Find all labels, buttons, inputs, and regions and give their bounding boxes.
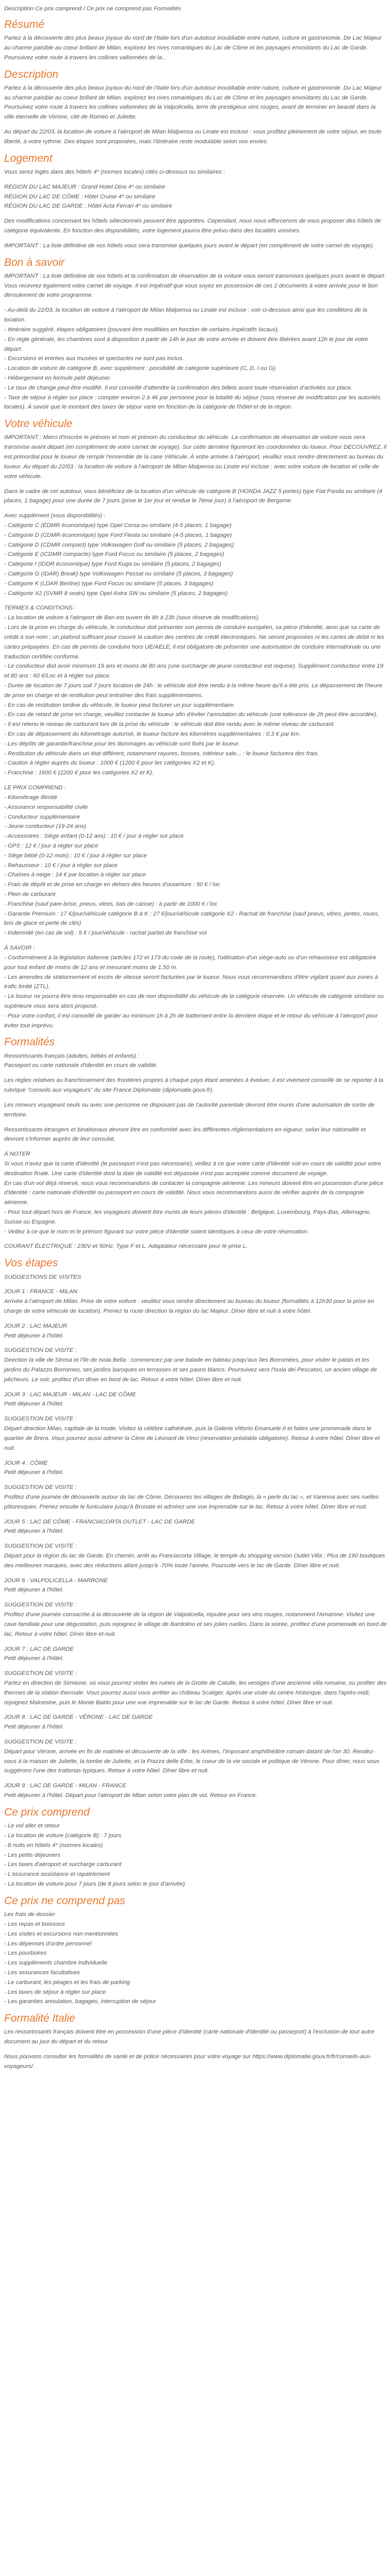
section-paragraph: JOUR 8 : LAC DE GARDE - VÉRONE - LAC DE GARDE Petit déjeuner à l'hôtel. <box>4 1714 153 1731</box>
section-paragraph: COURANT ÉLECTRIQUE : 230V et 50Hz. Type F et L. Adaptateur nécessaire pour le prise L. <box>4 1243 248 1250</box>
section-paragraph: SUGGESTION DE VISITE : Direction la ville de Stresa et l'île de Isola Bella : commencez par une balade en bateau jusqu'aux îles Borromées, pour visiter le palais et les jardins du Palazzo Borromeo, ses jardins baroques en terrasses et ses paons blancs. Poursuivez vers l'Isola dei Pescatori, un ancien village de pêcheurs. Le soir, profitez d'un dîner en bord de lac. Retour à votre hôtel. Dîner libre et nuit. <box>4 1347 377 1383</box>
section-title: Résumé <box>4 18 45 30</box>
section-title: Ce prix comprend <box>4 1806 90 1818</box>
section-paragraph: JOUR 4 : CÔME Petit déjeuner à l'hôtel. <box>4 1460 64 1476</box>
section-paragraph: SUGGESTION DE VISITE : Départ direction Milan, capitale de la mode. Visitez la célèbre cathédrale, puis la Galerie Vittorio Emanuele II et faites une promenade dans le quartier de Brera. Vous pourrez aussi admirer la Cène de Léonard de Vinci (réservation préalable obligatoire). Retour à votre hôtel. Dîner libre et nuit. <box>4 1416 380 1451</box>
section-paragraph: JOUR 6 : VALPOLICELLA - MARRONE Petit déjeuner à l'hôtel. <box>4 1577 108 1594</box>
section-paragraph: Dans le cadre de cet autotour, vous bénéficiez de la location d'un véhicule de catégorie B (HONDA JAZZ 5 portes) type Fiat Panda ou similaire (4 places, 1 bagage) pour une durée de 7 jours (prise le 1er jour et rendue le 7ème jour) à l'aéroport de Bergame. <box>4 488 383 504</box>
section-paragraph: Vous serez logés dans des hôtels 4* (normes locales) cités ci-dessous ou similaires : <box>4 168 225 175</box>
section-paragraph: Des modifications concernant les hôtels sélectionnés peuvent être apportées. Cependant, nous nous efforcerons de vous proposer des hôtels de catégorie équivalente. En fonction des disponibilités, votre logement pourra être prévu dans des localités voisines. <box>4 218 381 234</box>
section <box>4 18 387 63</box>
section-paragraph: Les ressortissants français doivent être en possession d'une pièce d'identité (carte nationale d'identité ou passeport) à l'exclusion de tout autre document au jour du départ et du retour. <box>4 2029 374 2045</box>
section-paragraph: JOUR 7 : LAC DE GARDE Petit déjeuner à l'hôtel. <box>4 1646 74 1662</box>
content-sections <box>4 18 387 2072</box>
section-paragraph: Ressortissants étrangers et binationaux devront être en conformité avec les différentes réglementations en vigueur, selon leur nationalité et devront s'informer auprès de leur consulat. <box>4 1126 366 1143</box>
section-paragraph: Partez à la découverte des plus beaux joyaux du nord de l'Italie lors d'un autotour inoubliable entre nature, culture et gastronomie. De Lac Majeur au charme paisible au coeur brillant de Milan, explorez les rives romantiques du Lac de Côme et les paysages envoûtants du Lac de Garde. Poursuivez votre route à travers les collines vallonnées de la... <box>4 35 382 61</box>
section-title: Description <box>4 68 59 80</box>
section <box>4 1894 387 2007</box>
section-paragraph: JOUR 5 : LAC DE CÔME - FRANCIACORTA OUTLET - LAC DE GARDE Petit déjeuner à l'hôtel. <box>4 1518 196 1535</box>
section <box>4 2012 387 2072</box>
section-paragraph: TERMES & CONDITIONS : - La location de voiture à l'aéroport de Bari est ouvert de 8h à 23h (sous réserve de modifications). - Lors de la prise en charge du véhicule, le conducteur doit présenter son permis de conduire européen, sa pièce d'identité, ainsi que sa carte de crédit à son nom : un plafond suffisant pour couvrir la caution des centres de crédit électroniques. Ne seront proposées ni les cartes de débit ni les cartes prépayées. En cas de permis de conduire hors UE/AELE, il est obligatoire de présenter une autorisation de conduire internationale ou une traduction certifiée conforme. - Le conducteur doit avoir minimum 19 ans et moins de 80 ans (une surcharge de jeune conducteur est requise). Supplément conducteur entre 19 et 80 ans : 60 €/Loc et à régler sur place. - Durée de location de 7 jours soit 7 jours location de 24h : le véhicule doit être rendu à la même heure qu'il a été pris. Le dépassement de l'heure de prise en charge et de restitution peut entraîner des frais supplémentaires. - En cas de restitution tardive du véhicule, le loueur peut facturer un jour supplémentaire. - En cas de retard de prise en charge, veuillez contacter le loueur afin d'éviter l'annulation du véhicule (une tolérance de 2h peut être accordée). - Il est retenu le niveau de carburant lors de la prise du véhicule : le véhicule doit être rendu avec le même niveau de carburant. - En cas de dépassement du kilométrage autorisé, le loueur facture les kilomètres supplémentaires : 0,3 € par km. - Les dépôts de garantie/franchise pour les dommages au véhicule sont fixés par le loueur. - Restitution du véhicule dans un état différent, notamment rayures, bosses, intérieur sale... : le loueur facturera des frais. - Caution à régler auprès du loueur : 1000 € (1200 € pour les catégories X2 et K). - Franchise : 1600 € (2200 € pour les catégories X2 et K). <box>4 605 385 776</box>
section <box>4 256 387 413</box>
section-paragraph: JOUR 2 : LAC MAJEUR Petit déjeuner à l'hôtel. <box>4 1323 68 1339</box>
section-title: Logement <box>4 152 53 164</box>
section-paragraph: Avec supplément (sous disponibilités) : - Catégorie C (ÉDMR économique) type Opel Corsa ou similaire (4-5 places, 1 bagage) - Catégorie D (CDMR économique) type Ford Fiesta ou similaire (4-5 places, 1 bagage) - Catégorie D (CDMR compact) type Volkswagen Golf ou similaire (5 places, 2 bagages) - Catégorie E (ICDMR compacte) type Ford Focus ou similaire (5 places, 2 bagages) - Catégorie I (IDDR économique) type Ford Kuga ou similaire (5 places, 2 bagages) - Catégorie G (IDAR) Break) type Volkswagen Passat ou similaire (5 places, 3 bagages) - Catégorie K (LDAR Berline) type Ford Focus ou similaire (5 places, 3 bagages) - Catégorie X2 (SVMR 8 seats) type Opel Astra SW ou similaire (5 places, 2 bagages) <box>4 513 234 597</box>
section <box>4 1806 387 1889</box>
section-paragraph: - Le vol aller et retour - La location de voiture (catégorie B) : 7 jours - 8 nuits en hôtels 4* (normes locales) - Les petits déjeuners - Les taxes d'aéroport et surcharge carburant - L'assurance assistance et rapatriement - La location de voiture pour 7 jours (de 8 jours selon le jour d'arrivée) <box>4 1823 185 1887</box>
section-paragraph: SUGGESTION DE VISITE : Départ pour la région du lac de Garde. En chemin, arrêt au Franciacorta Village, le temple du shopping version Outlet Villa : Plus de 190 boutiques des meilleures marques, avec des réductions allant jusqu'à -70% toute l'année. Poursuite vers le lac de Garde. Dîner libre et nuit. <box>4 1543 385 1569</box>
section-paragraph: Nous pouvons consulter les formalités de santé et de police nécessaires pour votre voyage sur https://www.diplomatie.gouv.fr/fr/conseils-aux-voyageurs/. <box>4 2054 372 2070</box>
section-paragraph: IMPORTANT : Merci d'inscrire le prénom et nom et prénom du conducteur du véhicule. La confirmation de réservation de voiture vous sera transmise avant départ (en complément de votre carnet de voyage). Sur cette dernière figureront les coordonnées du loueur. Pour DECOUVREZ, il est primordial pour le loueur de remplir l'ensemble de la case Véhicule. À votre arrivée à l'aéroport, veuillez vous rendre directement au bureau du loueur. Au départ du 22/03 : la location de voiture à l'aéroport de Milan Malpensa ou Linate est incluse : avec votre voiture de location et celle de votre véhicule. <box>4 434 386 480</box>
section-paragraph: À NOTER Si vous n'avez que la carte d'identité (le passeport n'est pas nécessaire), veillez à ce que votre carte d'identité soit en cours de validité pour votre destination finale. Une carte d'identité dont la date de validité est dépassée n'est pas acceptée comme document de voyage. En cas d'un vol déjà réservé, nous vous recommandons de contacter la compagnie aérienne. Les mineurs doivent être en possession d'une pièce d'identité : carte nationale d'identité ou passeport en cours de validité. Nous vous recommandons aussi de vérifier auprès de la compagnie aérienne. - Pour tout départ hors de France, les voyageurs doivent être munis de leurs pièces d'identité : Belgique, Luxembourg, Pays-Bas, Allemagne, Suisse ou Espagne. - Veillez à ce que le nom et le prénom figurant sur votre pièce d'identité soient identiques à ceux de votre réservation. <box>4 1151 384 1235</box>
page-intro: Description Ce prix comprend / Ce prix ne comprend pas Formalités <box>4 6 182 12</box>
section-paragraph: IMPORTANT : La liste définitive de vos hôtels vous sera transmise quelques jours avant le départ (en complément de votre carnet de voyage). <box>4 242 374 249</box>
section-paragraph: SUGGESTION DE VISITE : Départ pour Vérone, arrivée en fin de matinée et découverte de la ville : les Arènes, l'imposant amphithéâtre romain datant de l'an 30. Rendez-vous à la maison de Juliette, la tombe de Juliette, et la Piazza delle Erbe, le coeur de la vie sociale et politique de Vérone. Pour dîner, nous vous suggérons l'une des trattorias typiques. Retour à votre hôtel. Dîner libre et nuit. <box>4 1739 380 1774</box>
section-paragraph: Ressortissants français (adultes, bébés et enfants) : Passeport ou carte nationale d'identité en cours de validité. <box>4 1053 158 1069</box>
section-paragraph: IMPORTANT : La liste définitive de vos hôtels et la confirmation de réservation de la voiture vous seront transmises quelques jours avant le départ. Vous recevrez également votre carnet de voyage. Il est impératif que vous soyez en possession de ces 2 documents à votre arrivée pour le bon déroulement de votre programme. <box>4 273 386 299</box>
section <box>4 152 387 251</box>
section-paragraph: SUGGESTION DE VISITE : Profitez d'une journée consacrée à la découverte de la région de Valpolicella, réputée pour ses vins rouges, notamment l'Amarone. Visitez une cave familiale pour une dégustation, puis rejoignez le village de Bardolino et ses jolies ruelles. Dans la soirée, profitez d'une promenade en bord de lac. Retour à votre hôtel. Dîner libre et nuit. <box>4 1602 387 1637</box>
section-title: Formalité Italie <box>4 2012 75 2025</box>
section <box>4 417 387 1030</box>
section-paragraph: À SAVOIR : - Conformément à la législation italienne (articles 172 et 173 du code de la route), l'utilisation d'un siège-auto ou d'un rehausseur est obligatoire pour tout enfant de moins de 12 ans et mesurant moins de 1,50 m. - Les amendes de stationnement et excès de vitesse seront facturées par le loueur. Nous vous recommandons d'être vigilant quant aux zones à trafic limité (ZTL). - Le loueur ne pourra être tenu responsable en cas de non disponibilité du véhicule de la catégorie réservée. Un véhicule de catégorie similaire ou supérieure vous sera alors proposé. - Pour votre confort, il est conseillé de garder au minimum 1h à 2h de battement entre la dernière étape et le retour du véhicule à l'aéroport pour éviter tout imprévu. <box>4 945 384 1029</box>
section-paragraph: JOUR 3 : LAC MAJEUR - MILAN - LAC DE CÔME Petit déjeuner à l'hôtel. <box>4 1391 136 1408</box>
section-paragraph: Les mineurs voyageant seuls ou avec une personne ne disposant pas de l'autorité parentale devront être munis d'une autorisation de sortie de territoire. <box>4 1101 374 1118</box>
section-title: Ce prix ne comprend pas <box>4 1894 125 1907</box>
section-paragraph: SUGGESTION DE VISITE : Partez en direction de Sirmione, où vous pourrez visiter les ruines de la Grotte de Catulle, les vestiges d'une ancienne villa romaine, ou profiter des thermes de la station thermale. Vous pourrez aussi vous arrêter au château Scaliger. Après une visite du centre historique, dans l'après-midi, rejoignez Malcesine, puis le Monte Baldo pour une vue imprenable sur le lac de Garde. Retour à votre hôtel. Dîner libre et nuit. <box>4 1670 387 1706</box>
page-footer-spacer <box>4 2077 387 2087</box>
section-paragraph: LE PRIX COMPREND : - Kilométrage illimité - Assurance responsabilité civile - Conducteur supplémentaire - Jeune conducteur (19-24 ans) - Accessoires : Siège enfant (0-12 ans) : 10 € / jour à régler sur place - GPS : 12 € / jour à régler sur place - Siège bébé (0-12 mois) : 10 € / jour à régler sur place - Rehausseur : 10 € / jour à régler sur place - Chaînes à neige : 14 € par location à régler sur place - Frais de dépôt et de prise en charge en dehors des heures d'ouverture : 50 € / loc - Plein de carburant - Franchise (sauf pare-brise, pneus, vitres, bas de caisse) : à partir de 1000 € / loc - Garantie Premium : 17 €/jour/véhicule catégorie B à K : 27 €/jour/véhicule catégorie X2 - Rachat de franchise (sauf pneus, vitres, jantes, roues, bris de glace et perte de clés) - Indemnité (en cas de vol) : 5 € / jour/véhicule - rachat partiel de franchise vol <box>4 785 380 937</box>
section-title: Formalités <box>4 1036 55 1048</box>
section-paragraph: Au départ du 22/03, la location de voiture à l'aéroport de Milan Malpensa ou Linate est incluse : vous profitez pleinement de votre séjour, en toute liberté, à votre rythme. Des étapes sont proposées, mais l'itinéraire reste modulable selon vos envies. <box>4 129 382 145</box>
section <box>4 1036 387 1251</box>
section-paragraph: - Au-delà du 22/03, la location de voiture à l'aéroport de Milan Malpensa ou Linate est incluse : voir ci-dessous ainsi que les conditions de la location. - Itinéraire suggéré, étapes obligatoires (pouvant être modifiées en fonction de certains impératifs locaux). - En règle générale, les chambres sont à disposition à partir de 14h le jour de votre arrivée et doivent être libérées avant 12h le jour de votre départ. - Excursions et entrées aux musées et spectacles ne sont pas inclus. - Location de voiture de catégorie B, avec supplément : possibilité de catégorie supérieure (C, D, I ou G). - Hébergement en formule petit déjeuner. - Le taux de change peut être modifié. Il est conseillé d'attendre la confirmation des billets avant toute réservation d'activités sur place. - Taxe de séjour à régler sur place : compter environ 2 à 4€ par personne pour la totalité du séjour (sous réserve de modification par les autorités locales). À savoir que le montant des taxes de séjour varie en fonction de la catégorie de l'hôtel et de la région. <box>4 307 381 411</box>
section <box>4 1257 387 1801</box>
section-title: Bon à savoir <box>4 256 64 268</box>
section-paragraph: Les règles relatives au franchissement des frontières propres à chaque pays étant amenées à évoluer, il est vivement conseillé de se reporter à la rubrique "conseils aux voyageurs" du site France Diplomatie (diplomatie.gouv.fr). <box>4 1077 384 1094</box>
section <box>4 68 387 147</box>
section-paragraph: SUGGESTIONS DE VISITES <box>4 1274 82 1280</box>
section-title: Vos étapes <box>4 1257 58 1269</box>
section-title: Votre véhicule <box>4 418 73 430</box>
section-paragraph: Partez à la découverte des plus beaux joyaux du nord de l'Italie lors d'un autotour inoubliable entre nature, culture et gastronomie. Du Lac Majeur au charme paisible au coeur brillant de Milan, explorez les rives romantiques du Lac de Côme et les paysages envoûtants du Lac de Garde. Poursuivez votre route à travers les collines vallonnées de la Valpolicella, terre de prestigieux vins rouges, avant de terminer en beauté dans la ville éternelle de Vérone, cité de Roméo et Juliette. <box>4 84 382 121</box>
section-paragraph: JOUR 9 : LAC DE GARDE - MILAN - FRANCE Petit déjeuner à l'hôtel. Départ pour l'aéroport de Milan selon votre plan de vol. Retour en France. <box>4 1783 257 1799</box>
section-paragraph: Les frais de dossier - Les repas et boissons - Les visites et excursions non mentionnées - Les dépenses d'ordre personnel - Les pourboires - Les suppléments chambre individuelle - Les assurances facultatives - Le carburant, les péages et les frais de parking - Les taxes de séjour à régler sur place - Les garanties annulation, bagages, interruption de séjour <box>4 1911 156 2005</box>
section-paragraph: JOUR 1 : FRANCE - MILAN Arrivée à l'aéroport de Milan. Prise de votre voiture : veuillez vous rendre directement au bureau du loueur (formalités à 12h30 pour la prise en charge de votre véhicule de location). Prenez la route direction la région du lac Majeur. Dîner libre et nuit à votre hôtel. <box>4 1289 374 1314</box>
section-paragraph: SUGGESTION DE VISITE : Profitez d'une journée de découverte autour du lac de Côme. Découvrez les villages de Bellagio, la « perle du lac », et Varenna avec ses ruelles pittoresques. Prenez ensuite le funiculaire jusqu'à Brunate et admirez une vue imprenable sur le lac. Retour à votre hôtel. Dîner libre et nuit. <box>4 1484 379 1510</box>
section-paragraph: RÉGION DU LAC MAJEUR : Grand Hotel Dino 4* ou similaire RÉGION DU LAC DE CÔME : Hôtel Cruise 4* ou similaire RÉGION DU LAC DE GARDE : Hôtel Acta Ferrari 4* ou similaire <box>4 183 172 210</box>
